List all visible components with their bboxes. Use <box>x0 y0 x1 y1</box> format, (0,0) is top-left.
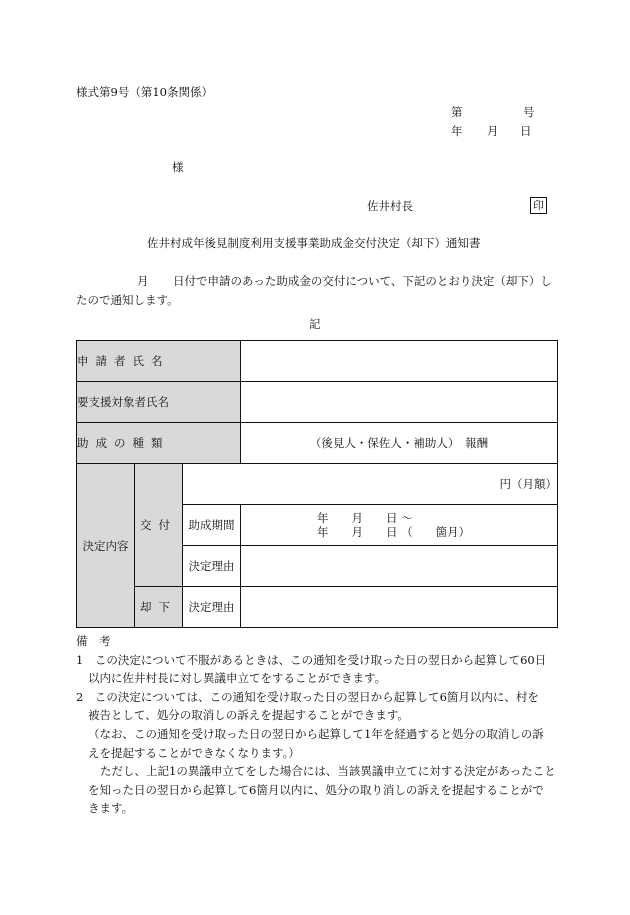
note-2-line-e: ただし、上記1の異議申立てをした場合には、当該異議申立てに対する決定があったこと <box>100 764 556 779</box>
notes-heading: 備 考 <box>76 634 111 648</box>
note-2-line-c: （なお、この通知を受け取った日の翌日から起算して1年を経過すると処分の取消しの訴 <box>88 726 544 741</box>
amount-field: 円（月額） <box>183 464 558 505</box>
period-line-2: 年 月 日 （ 箇月） <box>317 525 471 539</box>
document-title: 佐井村成年後見制度利用支援事業助成金交付決定（却下）通知書 <box>147 236 481 250</box>
target-label: 要支援対象者氏名 <box>77 382 241 423</box>
body-month: 月 <box>137 274 149 288</box>
applicant-field[interactable] <box>241 341 558 382</box>
date-year: 年 <box>451 124 463 138</box>
body-line2: たので通知します。 <box>76 293 179 307</box>
period-field <box>241 505 558 546</box>
grant-label: 交付 <box>135 464 183 587</box>
period-label: 助成期間 <box>183 505 241 546</box>
decision-label: 決定内容 <box>77 464 135 628</box>
reject-reason-field[interactable] <box>241 587 558 628</box>
note-1-line-b: 以内に佐井村長に対し異議申立てをすることができます。 <box>88 671 387 686</box>
reject-label: 却下 <box>135 587 183 628</box>
number-prefix: 第 <box>451 105 463 119</box>
notes-section <box>76 632 566 818</box>
note-2-line-a: 2 この決定については、この通知を受け取った日の翌日から起算して6箇月以内に、村を <box>76 689 539 704</box>
date-day: 日 <box>520 124 532 138</box>
note-2-line-b: 被告として、処分の取消しの訴えを提起することができます。 <box>88 708 409 723</box>
note-2-line-g: きます。 <box>88 801 134 816</box>
seal-mark: 印 <box>530 197 547 214</box>
note-2-line-f: を知った日の翌日から起算して6箇月以内に、処分の取り消しの訴えを提起することがで <box>88 782 544 797</box>
date-month: 月 <box>487 124 499 138</box>
target-field[interactable] <box>241 382 558 423</box>
form-table <box>76 340 558 628</box>
period-line-1: 年 月 日 〜 <box>317 511 413 525</box>
kind-label: 助成の種類 <box>77 423 241 464</box>
number-suffix: 号 <box>523 105 535 119</box>
grant-reason-field[interactable] <box>241 546 558 587</box>
ki-marker: 記 <box>309 317 321 331</box>
note-1-line-a: 1 この決定について不服があるときは、この通知を受け取った日の翌日から起算して60日 <box>76 652 547 667</box>
note-2-line-d: えを提起することができなくなります。） <box>88 745 300 760</box>
body-line1: 日付で申請のあった助成金の交付について、下記のとおり決定（却下）し <box>173 274 552 288</box>
addressee-suffix: 様 <box>172 160 184 174</box>
grant-reason-label: 決定理由 <box>183 546 241 587</box>
reject-reason-label: 決定理由 <box>183 587 241 628</box>
issuer-name: 佐井村長 <box>367 199 413 213</box>
kind-value: （後見人・保佐人・補助人） 報酬 <box>241 423 558 464</box>
applicant-label: 申請者氏名 <box>77 341 241 382</box>
form-number: 様式第9号（第10条関係） <box>76 85 213 99</box>
